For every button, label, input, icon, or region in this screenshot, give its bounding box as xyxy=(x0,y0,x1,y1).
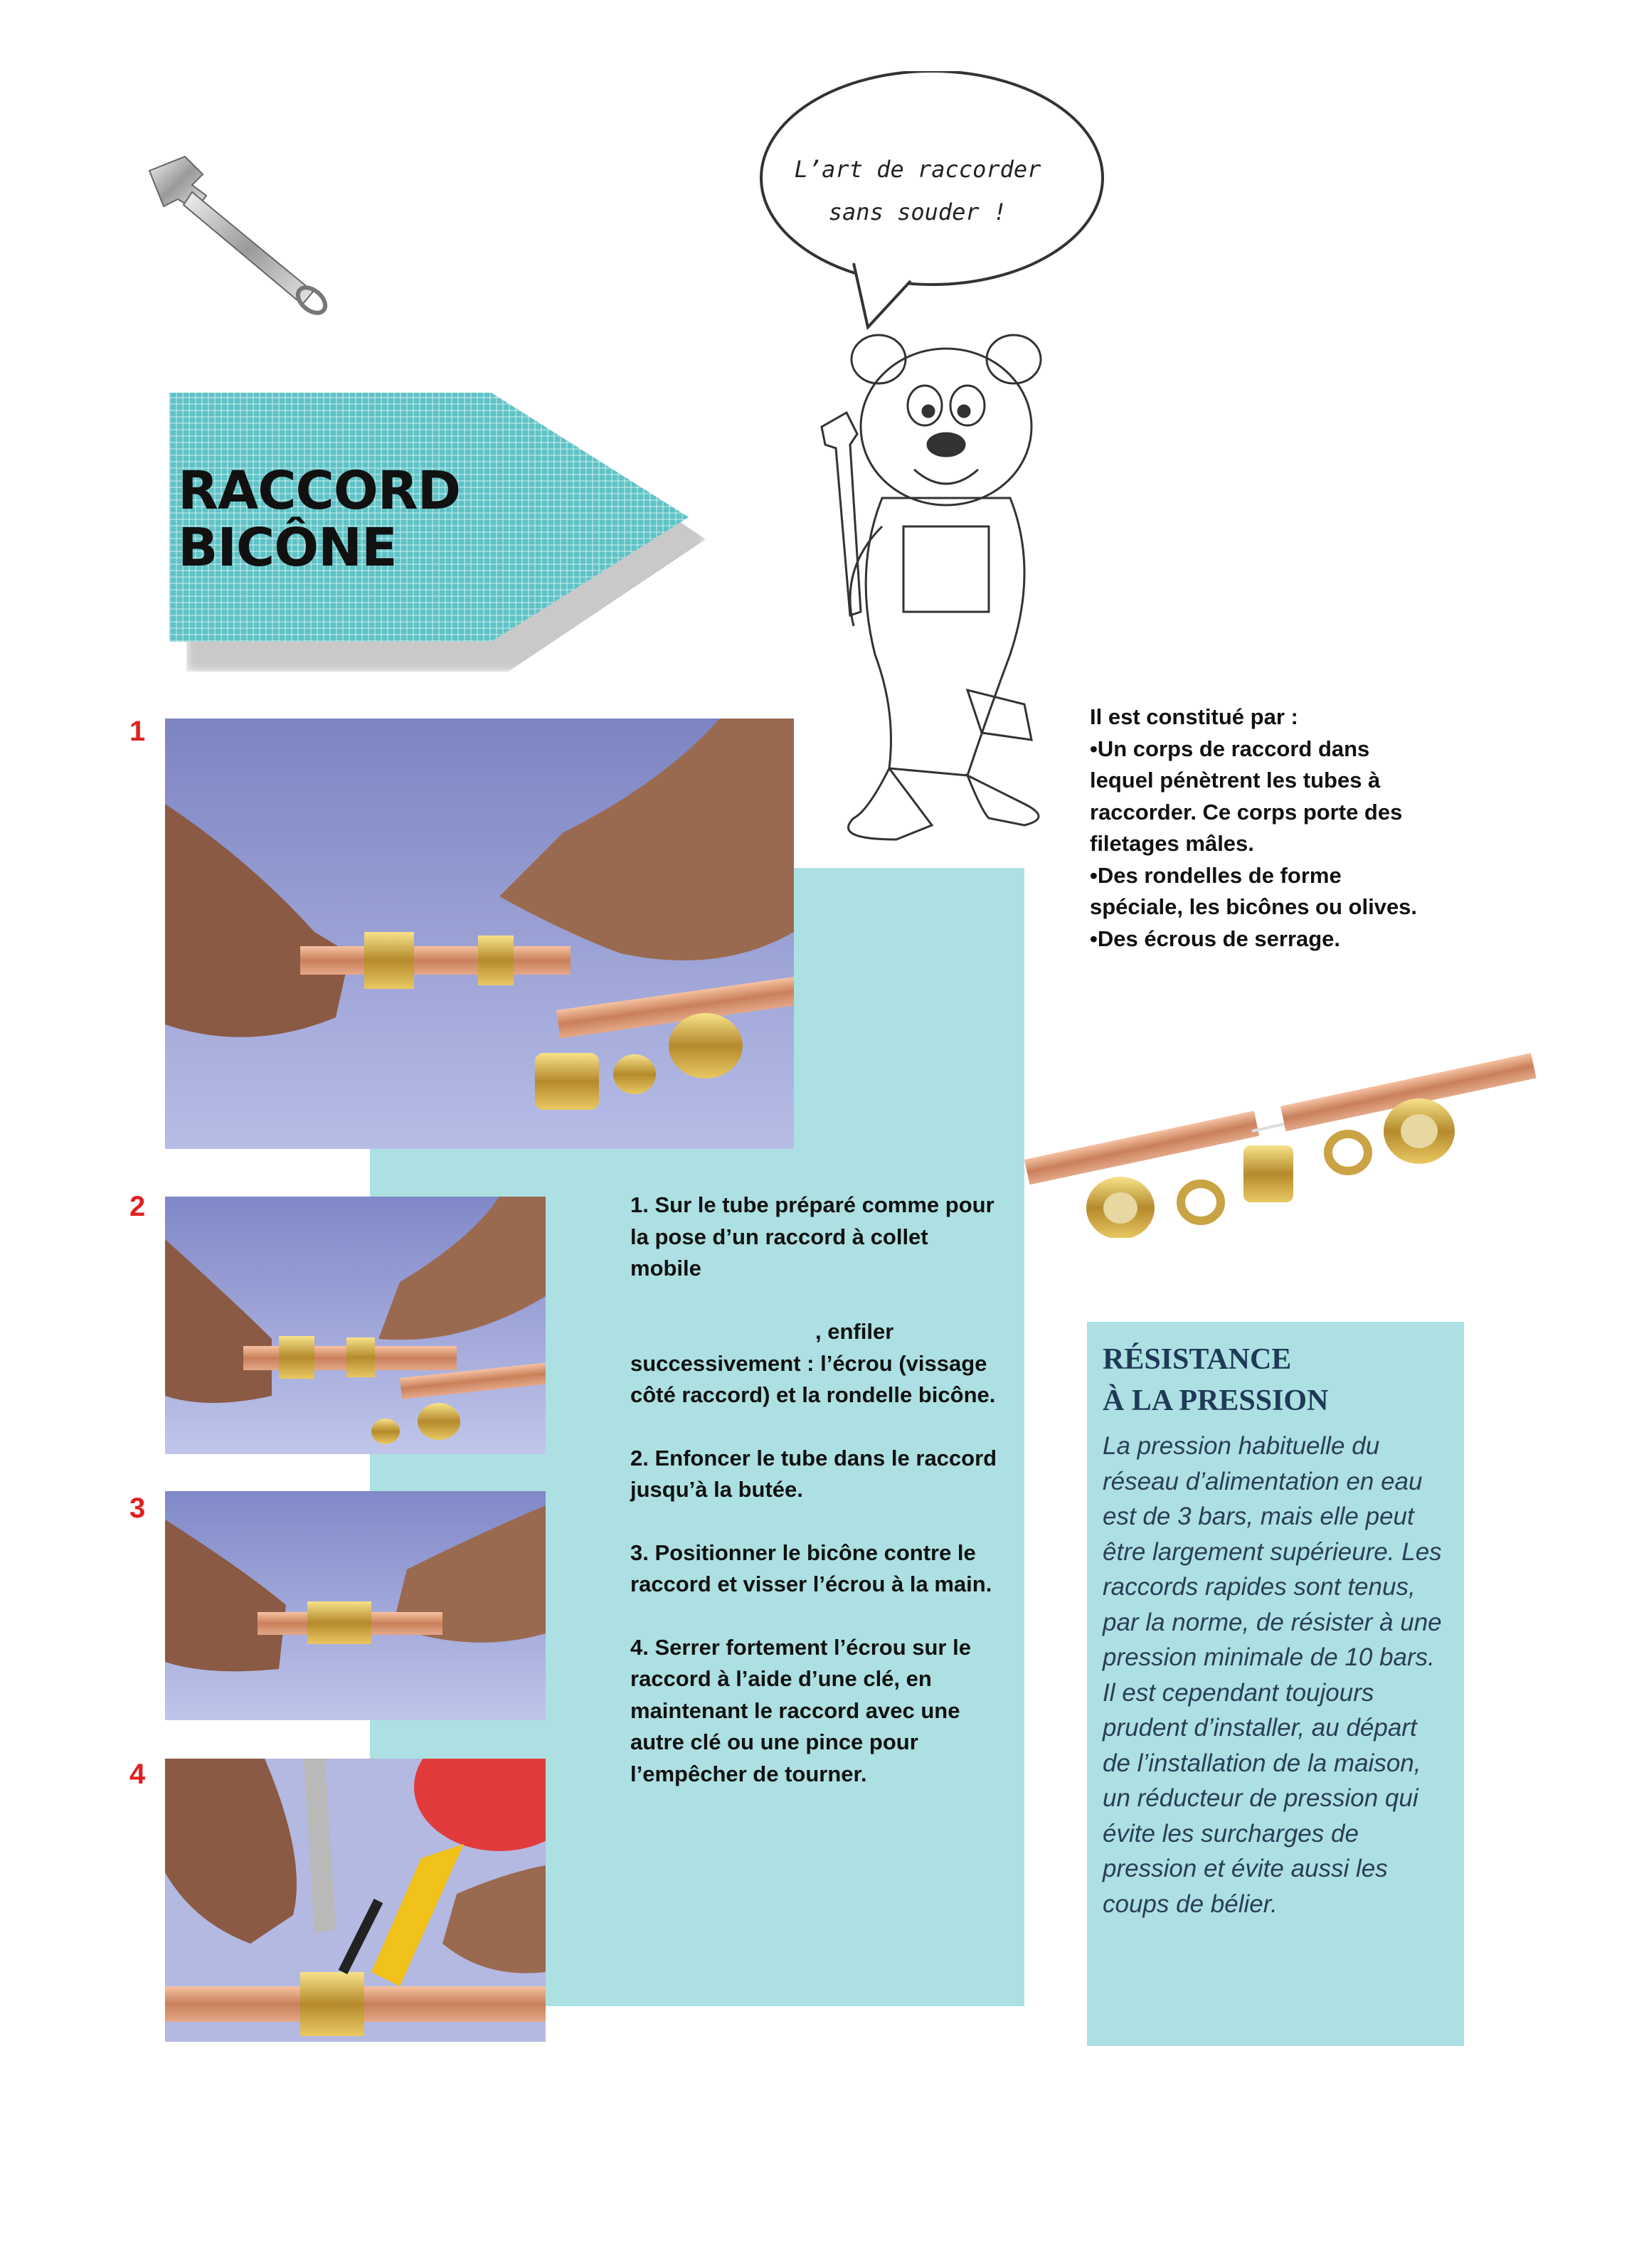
step-4-text: 4. Serrer fortement l’écrou sur le raccord à l’aide d’une clé, en maintenant le raccord avec une autre clé ou une pince pour l’empêcher de tourner. xyxy=(630,1634,971,1786)
step-3-photo xyxy=(165,1491,546,1720)
composition-text xyxy=(1090,701,1424,955)
composition-item: •Des rondelles de forme spéciale, les bicônes ou olives. xyxy=(1090,862,1418,919)
title-line-1: RACCORD xyxy=(178,460,461,521)
step-1-photo xyxy=(165,719,794,1149)
composition-intro: Il est constitué par : xyxy=(1090,704,1298,729)
composition-item: •Des écrous de serrage. xyxy=(1090,926,1341,951)
step-number-4: 4 xyxy=(129,1759,146,1790)
step-4-photo xyxy=(165,1759,546,2042)
resistance-box xyxy=(1087,1322,1464,2046)
resistance-title: RÉSISTANCE À LA PRESSION xyxy=(1103,1343,1329,1417)
step-number-1: 1 xyxy=(129,716,146,747)
step-2-photo xyxy=(165,1197,546,1454)
speech-line-2: sans souder ! xyxy=(828,198,1007,226)
speech-line-1: L’art de raccorder xyxy=(794,156,1041,183)
step-2-text: 2. Enfoncer le tube dans le raccord jusqu’à la butée. xyxy=(630,1445,997,1502)
step-1-text: 1. Sur le tube préparé comme pour la pose d’un raccord à collet mobile , enfiler successivement : l’écrou (vissage côté raccord) et la rondelle bicône. xyxy=(630,1192,996,1407)
step-number-2: 2 xyxy=(129,1191,146,1222)
fittings-photo xyxy=(1017,1017,1544,1238)
composition-item: •Un corps de raccord dans lequel pénètrent les tubes à raccorder. Ce corps porte des filetages mâles. xyxy=(1090,736,1403,856)
speech-bubble-text xyxy=(783,148,1053,233)
title-line-2: BICÔNE xyxy=(178,517,397,578)
page-title xyxy=(178,462,460,576)
wrench-icon xyxy=(135,142,349,327)
step-3-text: 3. Positionner le bicône contre le raccord et visser l’écrou à la main. xyxy=(630,1540,992,1596)
step-number-3: 3 xyxy=(129,1493,146,1524)
resistance-body: La pression habituelle du réseau d’alimentation en eau est de 3 bars, mais elle peut être largement supérieure. Les raccords rapides sont tenus, par la norme, de résister à une pression minimale de 10 bars. Il est cependant toujours prudent d’installer, au départ de l’installation de la maison, un réducteur de pression qui évite les surcharges de pression et évite aussi les coups de bélier. xyxy=(1103,1432,1442,1918)
steps-instructions xyxy=(630,1189,1000,1821)
